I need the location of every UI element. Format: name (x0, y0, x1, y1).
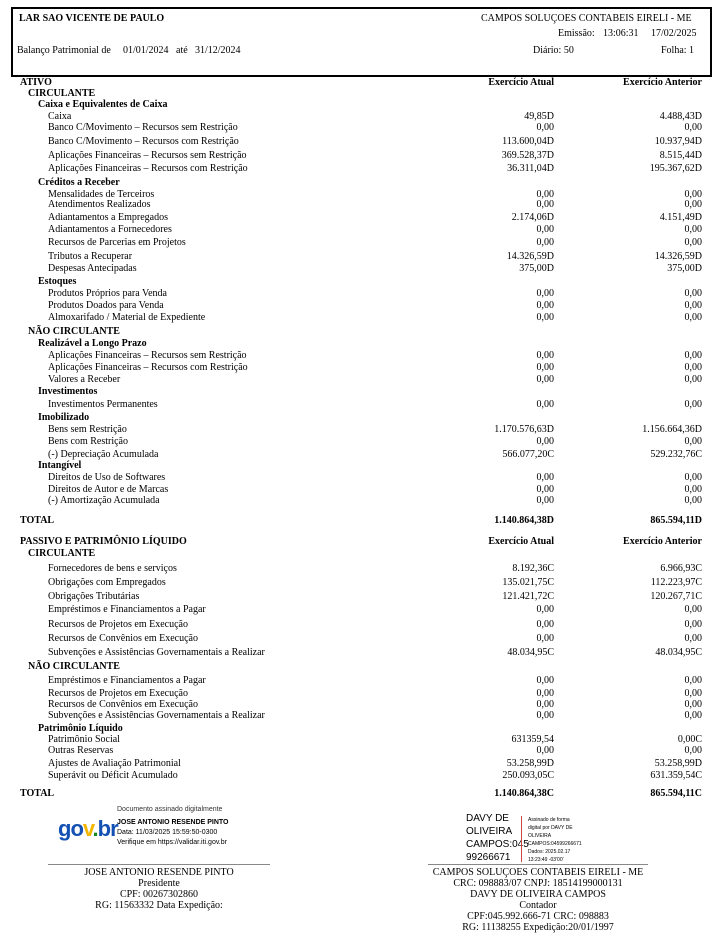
passivo-row-current: 0,00 (536, 675, 554, 686)
ativo-row-current: 0,00 (536, 189, 554, 200)
ativo-row-current: 2.174,06D (511, 212, 554, 223)
ativo-row (0, 288, 720, 300)
cert-detail-line: digital por DAVY DE (528, 825, 573, 831)
ativo-row-previous: 0,00 (684, 122, 702, 133)
passivo-row-current: 0,00 (536, 604, 554, 615)
ativo-row-previous: 0,00 (684, 484, 702, 495)
signature-block-left (48, 867, 270, 911)
ativo-row (0, 412, 720, 424)
govbr-date: Data: 11/03/2025 15:59:50-0300 (117, 829, 218, 836)
passivo-row-previous: 0,00 (684, 688, 702, 699)
ativo-row-label: Tributos a Recuperar (48, 251, 133, 262)
ativo-row-current: 0,00 (536, 288, 554, 299)
period-label: Balanço Patrimonial de (17, 45, 111, 56)
passivo-title: PASSIVO E PATRIMÔNIO LÍQUIDO (20, 536, 187, 547)
ativo-row-label: Investimentos (38, 386, 98, 397)
ativo-row-label: Aplicações Financeiras – Recursos sem Restrição (48, 350, 247, 361)
passivo-row-label: Outras Reservas (48, 745, 114, 756)
ativo-row-current: 0,00 (536, 224, 554, 235)
passivo-heading-row (0, 536, 720, 548)
ativo-row-label: Produtos Próprios para Venda (48, 288, 167, 299)
ativo-row-current: 0,00 (536, 199, 554, 210)
ativo-row (0, 362, 720, 374)
passivo-total-label: TOTAL (20, 788, 55, 799)
signature-right-line: RG: 11138255 Expedição:20/01/1997 (462, 922, 614, 933)
ativo-total-current: 1.140.864,38D (494, 515, 554, 526)
ativo-row-current: 0,00 (536, 350, 554, 361)
col-current-header-2: Exercício Atual (488, 536, 554, 547)
ativo-row-previous: 1.156.664,36D (642, 424, 702, 435)
passivo-row-label: Patrimônio Social (48, 734, 120, 745)
passivo-row-label: Patrimônio Líquido (38, 723, 123, 734)
passivo-row-current: 121.421,72C (502, 591, 554, 602)
emission-time: 13:06:31 (603, 28, 639, 39)
ativo-row-previous: 0,00 (684, 362, 702, 373)
ativo-row-current: 0,00 (536, 362, 554, 373)
ativo-title: ATIVO (20, 77, 52, 88)
signature-left-line: JOSE ANTONIO RESENDE PINTO (84, 867, 234, 878)
emission-date: 17/02/2025 (651, 28, 697, 39)
ativo-row-label: Produtos Doados para Venda (48, 300, 164, 311)
ativo-row-previous: 0,00 (684, 472, 702, 483)
ativo-row-previous: 0,00 (684, 399, 702, 410)
ativo-row-label: Atendimentos Realizados (48, 199, 151, 210)
ativo-row (0, 460, 720, 472)
ativo-row-label: Bens sem Restrição (48, 424, 127, 435)
ativo-row-current: 0,00 (536, 300, 554, 311)
ativo-row-previous: 195.367,62D (649, 163, 702, 174)
ativo-row-label: Bens com Restrição (48, 436, 128, 447)
passivo-row-previous: 631.359,54C (650, 770, 702, 781)
ativo-row-previous: 14.326,59D (654, 251, 702, 262)
ativo-row (0, 163, 720, 175)
ativo-row-current: 0,00 (536, 472, 554, 483)
ativo-row (0, 424, 720, 436)
passivo-row-current: 0,00 (536, 688, 554, 699)
ativo-row-previous: 0,00 (684, 350, 702, 361)
passivo-row-previous: 0,00C (677, 734, 702, 745)
passivo-row (0, 591, 720, 603)
ativo-row-label: Direitos de Uso de Softwares (48, 472, 166, 483)
ativo-row-current: 566.077,20C (502, 449, 554, 460)
ativo-total-previous: 865.594,11D (650, 515, 702, 526)
passivo-total-current: 1.140.864,38C (494, 788, 554, 799)
passivo-row-previous: 112.223,97C (650, 577, 702, 588)
passivo-row-label: Subvenções e Assistências Governamentais a Realizar (48, 647, 265, 658)
passivo-row-current: 48.034,95C (507, 647, 554, 658)
emission-label: Emissão: (558, 28, 595, 39)
passivo-row-previous: 0,00 (684, 604, 702, 615)
passivo-row (0, 619, 720, 631)
ativo-row (0, 338, 720, 350)
ativo-row-previous: 529.232,76C (650, 449, 702, 460)
ativo-row-current: 369.528,37D (501, 150, 554, 161)
ativo-row-previous: 4.488,43D (659, 111, 702, 122)
passivo-row-previous: 48.034,95C (655, 647, 702, 658)
ativo-row (0, 399, 720, 411)
ativo-row-previous: 0,00 (684, 237, 702, 248)
col-current-header: Exercício Atual (488, 77, 554, 88)
signature-right-line: Contador (519, 900, 557, 911)
ativo-row-previous: 0,00 (684, 189, 702, 200)
passivo-row-previous: 0,00 (684, 745, 702, 756)
ativo-row-previous: 10.937,94D (654, 136, 702, 147)
ativo-row (0, 312, 720, 324)
signature-right-line: CRC: 098883/07 CNPJ: 18514199000131 (453, 878, 623, 889)
ativo-row-previous: 4.151,49D (659, 212, 702, 223)
passivo-row-current: 135.021,75C (502, 577, 554, 588)
ativo-row-label: Banco C/Movimento – Recursos sem Restrição (48, 122, 238, 133)
ativo-row-label: Aplicações Financeiras – Recursos com Restrição (48, 362, 248, 373)
col-previous-header-2: Exercício Anterior (623, 536, 702, 547)
passivo-row-current: 53.258,99D (506, 758, 554, 769)
ativo-row (0, 374, 720, 386)
ativo-row-previous: 0,00 (684, 199, 702, 210)
period-end: 31/12/2024 (195, 45, 241, 56)
passivo-row-label: Recursos de Convênios em Execução (48, 699, 198, 710)
signature-left-line: Presidente (138, 878, 180, 889)
passivo-row-label: Obrigações com Empregados (48, 577, 166, 588)
ativo-row (0, 212, 720, 224)
passivo-row (0, 563, 720, 575)
passivo-row-current: 631359,54 (511, 734, 554, 745)
cert-name-line: DAVY DE (466, 813, 509, 824)
govbr-doc-signed: Documento assinado digitalmente (117, 806, 223, 813)
cert-name-line: 99266671 (466, 852, 511, 863)
passivo-row-current: 0,00 (536, 619, 554, 630)
passivo-row (0, 675, 720, 687)
ativo-row (0, 495, 720, 507)
ativo-row (0, 263, 720, 275)
ativo-row-label: Banco C/Movimento – Recursos com Restrição (48, 136, 239, 147)
passivo-row-current: 0,00 (536, 699, 554, 710)
col-previous-header: Exercício Anterior (623, 77, 702, 88)
govbr-signer: JOSE ANTONIO RESENDE PINTO (117, 819, 229, 826)
cert-detail-line: OLIVEIRA (528, 833, 552, 839)
passivo-row (0, 710, 720, 722)
passivo-row (0, 577, 720, 589)
cert-detail-line: Dados: 2025.02.17 (528, 849, 571, 855)
ativo-row-label: Estoques (38, 276, 77, 287)
passivo-row-label: Superávit ou Déficit Acumulado (48, 770, 178, 781)
passivo-row-label: Empréstimos e Financiamentos a Pagar (48, 675, 206, 686)
cert-stamp-divider (521, 816, 522, 862)
ativo-row (0, 136, 720, 148)
ativo-row (0, 472, 720, 484)
passivo-row-previous: 0,00 (684, 710, 702, 721)
ativo-row-current: 36.311,04D (507, 163, 554, 174)
passivo-row (0, 604, 720, 616)
passivo-row (0, 548, 720, 560)
signature-right-line: CAMPOS SOLUÇOES CONTABEIS EIRELI - ME (432, 867, 644, 878)
ativo-row-current: 14.326,59D (506, 251, 554, 262)
ativo-row-label: Recursos de Parcerias em Projetos (48, 237, 186, 248)
ativo-total-label: TOTAL (20, 515, 55, 526)
ativo-row-label: Imobilizado (38, 412, 90, 423)
ativo-row-label: Direitos de Autor e de Marcas (48, 484, 169, 495)
passivo-row-current: 0,00 (536, 633, 554, 644)
ativo-row-label: (-) Depreciação Acumulada (48, 449, 159, 460)
ativo-row (0, 300, 720, 312)
passivo-row-label: NÃO CIRCULANTE (28, 661, 120, 672)
period-separator: até (176, 45, 188, 56)
ativo-row-label: Mensalidades de Terceiros (48, 189, 155, 200)
ativo-row-label: (-) Amortização Acumulada (48, 495, 160, 506)
ativo-row-current: 375,00D (519, 263, 554, 274)
ativo-row-previous: 0,00 (684, 300, 702, 311)
passivo-row-label: CIRCULANTE (28, 548, 96, 559)
accounting-firm: CAMPOS SOLUÇOES CONTABEIS EIRELI - ME (481, 13, 692, 24)
passivo-row-label: Subvenções e Assistências Governamentais a Realizar (48, 710, 265, 721)
ativo-row-current: 0,00 (536, 495, 554, 506)
cert-detail-line: 13:23:49 -03'00' (528, 857, 564, 863)
ativo-row (0, 350, 720, 362)
ativo-row (0, 251, 720, 263)
passivo-row-label: Fornecedores de bens e serviços (48, 563, 177, 574)
passivo-row-label: Empréstimos e Financiamentos a Pagar (48, 604, 206, 615)
ativo-row-label: Créditos a Receber (38, 177, 120, 188)
passivo-row-previous: 0,00 (684, 675, 702, 686)
ativo-row (0, 386, 720, 398)
ativo-row (0, 122, 720, 134)
ativo-row-label: Aplicações Financeiras – Recursos com Restrição (48, 163, 248, 174)
ativo-row-label: CIRCULANTE (28, 88, 96, 99)
passivo-row-current: 0,00 (536, 710, 554, 721)
ativo-row-current: 0,00 (536, 122, 554, 133)
sheet-number: Folha: 1 (661, 45, 695, 56)
ativo-row-label: Valores a Receber (48, 374, 121, 385)
ativo-row-previous: 8.515,44D (659, 150, 702, 161)
ativo-row-label: Adiantamentos a Fornecedores (48, 224, 172, 235)
signature-left-line: CPF: 00267302860 (119, 889, 199, 900)
period-start: 01/01/2024 (123, 45, 169, 56)
passivo-row-current: 250.093,05C (502, 770, 554, 781)
ativo-row-previous: 0,00 (684, 288, 702, 299)
ativo-row-label: Intangível (38, 460, 82, 471)
passivo-total-row (0, 788, 720, 800)
ativo-row-label: Adiantamentos a Empregados (48, 212, 168, 223)
passivo-row-previous: 0,00 (684, 699, 702, 710)
passivo-row (0, 633, 720, 645)
ativo-row (0, 199, 720, 211)
cert-stamp-details (528, 816, 582, 864)
passivo-row-previous: 6.966,93C (660, 563, 702, 574)
passivo-row (0, 745, 720, 757)
ativo-row-current: 0,00 (536, 374, 554, 385)
ativo-row-label: Almoxarifado / Material de Expediente (48, 312, 206, 323)
ativo-row-label: Despesas Antecipadas (48, 263, 137, 274)
passivo-row-label: Recursos de Projetos em Execução (48, 688, 188, 699)
signature-block-right (418, 867, 658, 933)
passivo-row-previous: 120.267,71C (650, 591, 702, 602)
ativo-row-previous: 375,00D (667, 263, 702, 274)
signature-line-left (48, 864, 270, 865)
ativo-row-current: 0,00 (536, 399, 554, 410)
ativo-row-label: Realizável a Longo Prazo (38, 338, 147, 349)
passivo-row-previous: 0,00 (684, 633, 702, 644)
passivo-row (0, 770, 720, 782)
passivo-row (0, 661, 720, 673)
ativo-row-previous: 0,00 (684, 312, 702, 323)
ativo-row-current: 0,00 (536, 484, 554, 495)
ativo-row-current: 1.170.576,63D (494, 424, 554, 435)
ativo-row (0, 326, 720, 338)
cert-stamp-name (466, 812, 529, 864)
ativo-row-previous: 0,00 (684, 224, 702, 235)
ativo-row-current: 0,00 (536, 312, 554, 323)
govbr-logo: gov.br (58, 816, 118, 841)
passivo-row-label: Obrigações Tributárias (48, 591, 140, 602)
ativo-row-label: Caixa e Equivalentes de Caixa (38, 99, 168, 110)
ativo-total-row (0, 515, 720, 527)
ativo-row-current: 113.600,04D (502, 136, 554, 147)
ativo-row (0, 237, 720, 249)
ativo-row (0, 276, 720, 288)
cert-detail-line: Assinado de forma (528, 817, 570, 823)
passivo-row-current: 0,00 (536, 745, 554, 756)
passivo-total-previous: 865.594,11C (650, 788, 702, 799)
signature-right-line: DAVY DE OLIVEIRA CAMPOS (470, 889, 606, 900)
ativo-row-label: Investimentos Permanentes (48, 399, 158, 410)
ativo-row-previous: 0,00 (684, 495, 702, 506)
ativo-row-label: Caixa (48, 111, 72, 122)
cert-detail-line: CAMPOS:04599266671 (528, 841, 582, 847)
signature-right-line: CPF:045.992.666-71 CRC: 098883 (467, 911, 609, 922)
report-header (11, 7, 712, 77)
passivo-row (0, 647, 720, 659)
ativo-row-current: 0,00 (536, 436, 554, 447)
ativo-row (0, 177, 720, 189)
ativo-row (0, 150, 720, 162)
ativo-row (0, 224, 720, 236)
passivo-row (0, 758, 720, 770)
passivo-row-previous: 53.258,99D (654, 758, 702, 769)
signature-line-right (428, 864, 648, 865)
entity-name: LAR SAO VICENTE DE PAULO (19, 13, 165, 24)
ativo-row-label: NÃO CIRCULANTE (28, 326, 120, 337)
ativo-row-label: Aplicações Financeiras – Recursos sem Restrição (48, 150, 247, 161)
signature-left-line: RG: 11563332 Data Expedição: (95, 900, 223, 911)
govbr-verify-link[interactable]: Verifique em https://validar.iti.gov.br (117, 839, 227, 846)
ativo-row-current: 0,00 (536, 237, 554, 248)
passivo-row-current: 8.192,36C (512, 563, 554, 574)
ativo-row (0, 99, 720, 111)
passivo-row-previous: 0,00 (684, 619, 702, 630)
cert-name-line: OLIVEIRA (466, 826, 513, 837)
passivo-row-label: Recursos de Convênios em Execução (48, 633, 198, 644)
ativo-row-current: 49,85D (524, 111, 554, 122)
passivo-row-label: Ajustes de Avaliação Patrimonial (48, 758, 181, 769)
ativo-row-previous: 0,00 (684, 374, 702, 385)
journal-number: Diário: 50 (533, 45, 574, 56)
ativo-row (0, 436, 720, 448)
ativo-row-previous: 0,00 (684, 436, 702, 447)
passivo-row-label: Recursos de Projetos em Execução (48, 619, 188, 630)
cert-name-line: CAMPOS:045 (466, 839, 529, 850)
